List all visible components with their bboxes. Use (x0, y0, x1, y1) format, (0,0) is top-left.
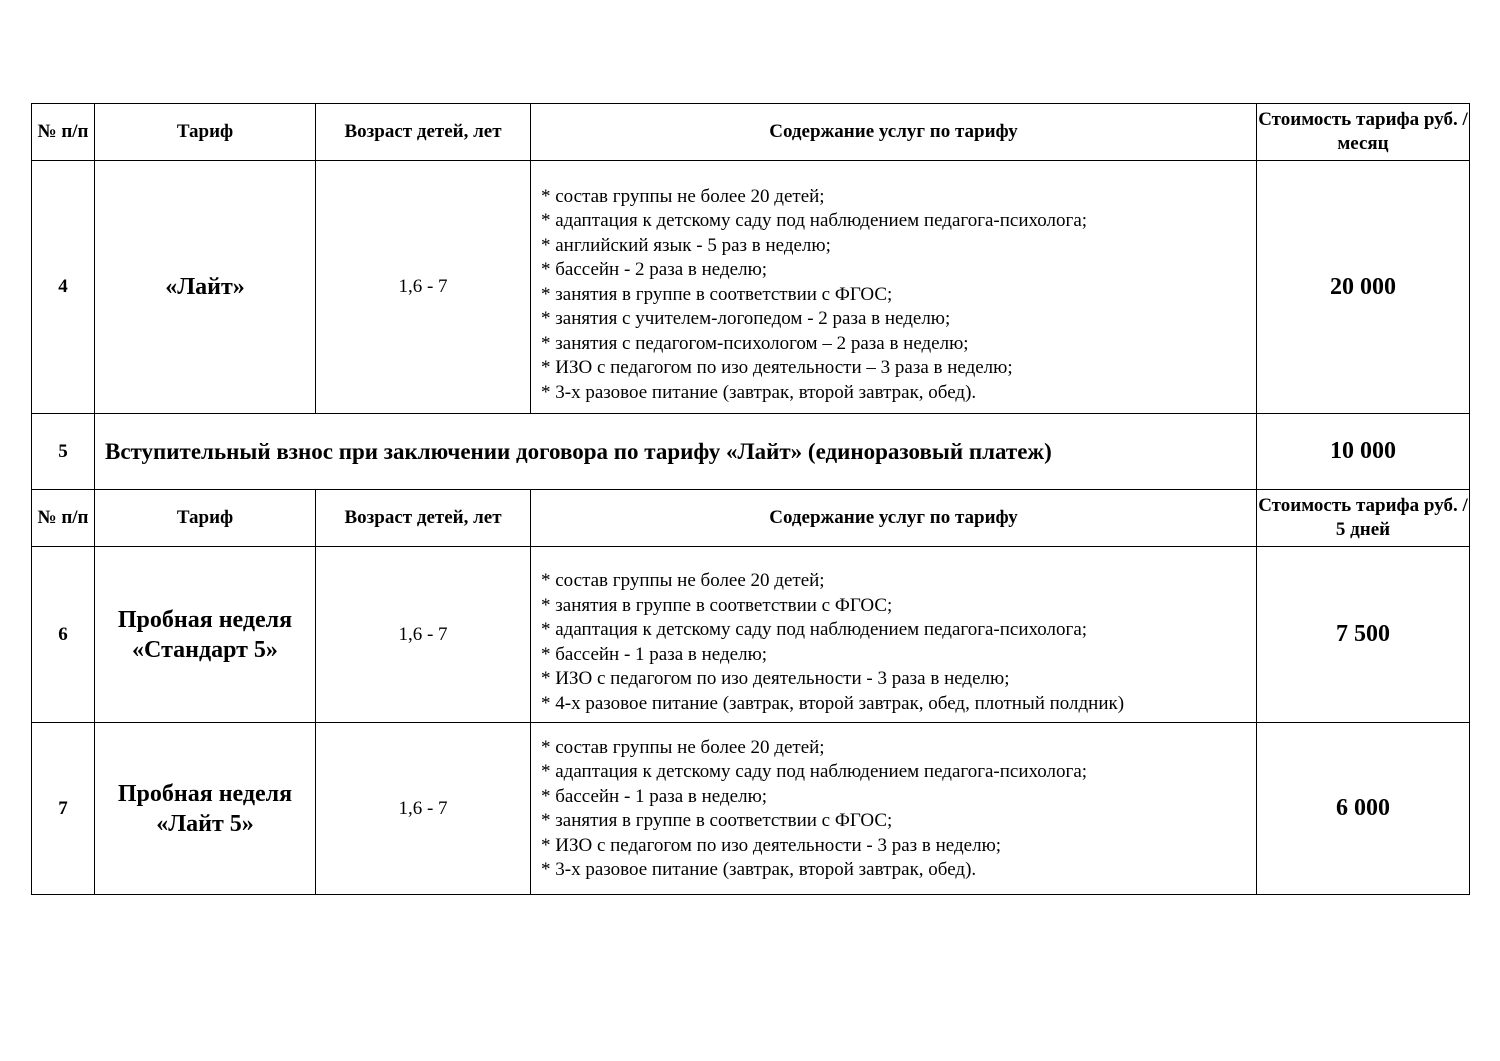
list-item: * ИЗО с педагогом по изо деятельности – 3 раза в неделю; (541, 357, 1013, 379)
header-tariff: Тариф (95, 104, 316, 161)
header-age: Возраст детей, лет (316, 104, 531, 161)
list-item: * английский язык - 5 раз в неделю; (541, 234, 831, 256)
list-item: * занятия в группе в соответствии с ФГОС; (541, 594, 893, 616)
age-range: 1,6 - 7 (316, 723, 531, 895)
tariff-table (31, 103, 1470, 895)
header-tariff: Тариф (95, 490, 316, 547)
table-row (32, 723, 1470, 895)
list-item: * состав группы не более 20 детей; (541, 570, 825, 591)
age-range: 1,6 - 7 (316, 547, 531, 723)
list-item: * 4-х разовое питание (завтрак, второй завтрак, обед, плотный полдник) (541, 692, 1125, 714)
table-row (32, 414, 1470, 490)
row-num: 5 (32, 414, 95, 490)
list-item: * бассейн - 1 раза в неделю; (541, 785, 768, 807)
list-item: * адаптация к детскому саду под наблюдением педагога-психолога; (541, 619, 1088, 640)
tariff-name: Пробная неделя «Лайт 5» (95, 723, 316, 895)
services-list (531, 735, 1256, 883)
list-item: * занятия с учителем-логопедом - 2 раза в неделю; (541, 308, 951, 330)
header-row-week (32, 490, 1470, 547)
tariff-price: 20 000 (1257, 161, 1470, 414)
header-num: № п/п (32, 490, 95, 547)
table-row (32, 547, 1470, 723)
list-item: * 3-х разовое питание (завтрак, второй завтрак, обед). (541, 859, 977, 880)
list-item: * занятия в группе в соответствии с ФГОС; (541, 810, 893, 831)
services-cell (531, 161, 1257, 414)
header-age: Возраст детей, лет (316, 490, 531, 547)
header-price: Стоимость тарифа руб. / месяц (1257, 104, 1470, 161)
row-num: 6 (32, 547, 95, 723)
tariff-name: «Лайт» (95, 161, 316, 414)
table-row (32, 161, 1470, 414)
list-item: * бассейн - 1 раза в неделю; (541, 643, 768, 665)
list-item: * ИЗО с педагогом по изо деятельности - 3 раза в неделю; (541, 668, 1010, 689)
header-content: Содержание услуг по тарифу (531, 104, 1257, 161)
row-num: 4 (32, 161, 95, 414)
header-price: Стоимость тарифа руб. / 5 дней (1257, 490, 1470, 547)
list-item: * занятия в группе в соответствии с ФГОС; (541, 283, 893, 305)
row-num: 7 (32, 723, 95, 895)
entry-fee-description: Вступительный взнос при заключении договора по тарифу «Лайт» (единоразовый платеж) (95, 414, 1257, 490)
services-cell (531, 547, 1257, 723)
list-item: * адаптация к детскому саду под наблюдением педагога-психолога; (541, 761, 1088, 782)
tariff-price: 7 500 (1257, 547, 1470, 723)
header-num: № п/п (32, 104, 95, 161)
tariff-name: Пробная неделя «Стандарт 5» (95, 547, 316, 723)
services-list (531, 553, 1256, 716)
list-item: * состав группы не более 20 детей; (541, 185, 825, 207)
services-cell (531, 723, 1257, 895)
services-list (531, 169, 1256, 406)
list-item: * 3-х разовое питание (завтрак, второй завтрак, обед). (541, 381, 977, 403)
list-item: * состав группы не более 20 детей; (541, 736, 825, 758)
age-range: 1,6 - 7 (316, 161, 531, 414)
header-content: Содержание услуг по тарифу (531, 490, 1257, 547)
list-item: * бассейн - 2 раза в неделю; (541, 259, 768, 281)
entry-fee-price: 10 000 (1257, 414, 1470, 490)
list-item: * занятия с педагогом-психологом – 2 раза в неделю; (541, 332, 969, 354)
tariff-price: 6 000 (1257, 723, 1470, 895)
list-item: * ИЗО с педагогом по изо деятельности - 3 раз в неделю; (541, 834, 1002, 856)
header-row-month (32, 104, 1470, 161)
list-item: * адаптация к детскому саду под наблюдением педагога-психолога; (541, 210, 1088, 232)
